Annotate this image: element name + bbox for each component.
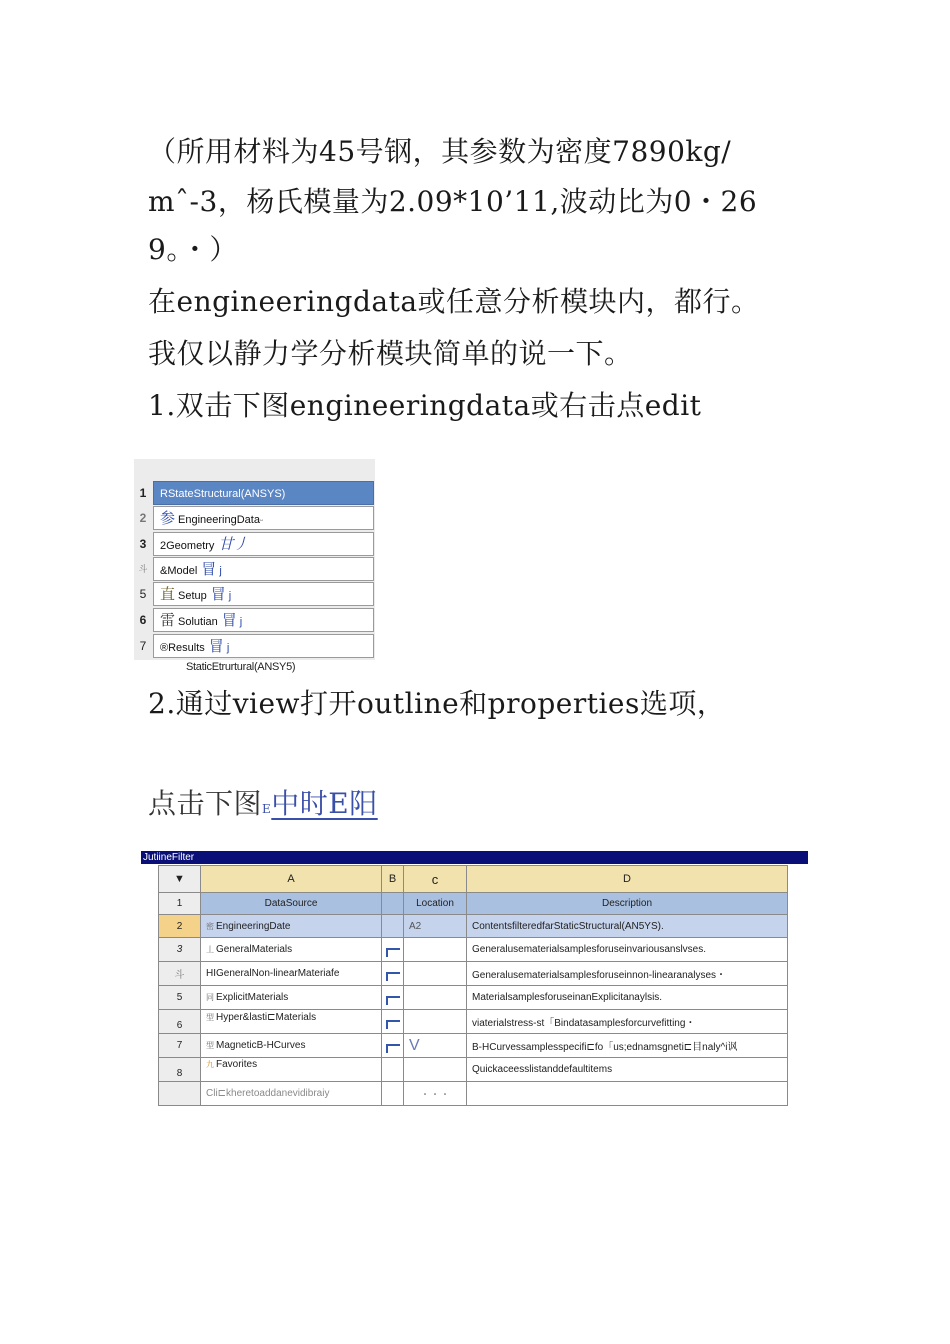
- solution-icon: 雷: [160, 612, 176, 629]
- outline-filter-titlebar: [141, 851, 808, 864]
- data-source-name: HIGeneralNon-linearMateriafe: [206, 968, 340, 979]
- description-cell: B-HCurvessamplesspecifi⊏fo「us;ednamsgneti⊏目naly^i讽: [467, 1034, 788, 1058]
- checkmark-icon: V: [409, 1036, 420, 1054]
- row-number: 5: [159, 986, 201, 1010]
- material-params-line-3: 9。・）: [148, 233, 238, 266]
- engineering-data-note: 在engineeringdata或任意分析模块内，都行。: [148, 285, 760, 318]
- schematic-row-number: 斗: [138, 564, 148, 574]
- click-instruction: 点击下图: [148, 787, 263, 820]
- checkbox-cell[interactable]: [382, 915, 404, 938]
- description-cell: MaterialsamplesforuseinanExplicitanaylsis.: [467, 986, 788, 1010]
- row-number: 6: [159, 1010, 201, 1034]
- filter-link[interactable]: 中时E阳: [271, 787, 378, 820]
- header-data-source[interactable]: DataSource: [201, 893, 382, 915]
- data-source-name: GeneralMaterials: [216, 944, 293, 955]
- table-row[interactable]: [159, 1058, 788, 1082]
- checkbox-icon[interactable]: [386, 948, 400, 957]
- row-number: 7: [159, 1034, 201, 1058]
- schematic-row-number: 6: [139, 613, 147, 627]
- step-1-text: 1.双击下图engineeringdata或右击点edit: [148, 389, 702, 422]
- schematic-title-cell[interactable]: [153, 481, 374, 505]
- location-cell: [404, 1034, 467, 1058]
- table-row[interactable]: [159, 938, 788, 962]
- header-description[interactable]: Description: [467, 893, 788, 915]
- step-2-continued: [148, 780, 808, 833]
- description-cell: Generalusematerialsamplesforuseinnon-linearanalyses・: [467, 962, 788, 986]
- static-structural-schematic: [134, 459, 375, 660]
- checkbox-icon[interactable]: [386, 972, 400, 981]
- data-source-cell[interactable]: [201, 915, 382, 938]
- checkbox-cell: [382, 1082, 404, 1106]
- results-cell[interactable]: [153, 634, 374, 658]
- setup-status-icon: 冒: [210, 586, 226, 603]
- material-params-line-2: mˆ-3，杨氏模量为2.09*10’11,波动比为0・26: [148, 185, 758, 218]
- filter-link-prefix[interactable]: E: [262, 802, 272, 816]
- row-number: 8: [159, 1058, 201, 1082]
- model-status-mark: j: [219, 565, 222, 577]
- row-number: [159, 1082, 201, 1106]
- checkbox-cell[interactable]: [382, 1034, 404, 1058]
- column-letter-d[interactable]: D: [467, 866, 788, 893]
- corner-dropdown-icon[interactable]: ▼: [159, 866, 201, 893]
- material-params-line-1: （所用材料为45号钢，其参数为密度7890kg/: [148, 135, 732, 168]
- results-label: ®Results: [160, 642, 205, 654]
- outline-filter-title: JutiineFilter: [143, 852, 195, 863]
- library-icon: 丄: [206, 945, 214, 954]
- schematic-row[interactable]: [134, 532, 375, 557]
- model-status-icon: 冒: [201, 561, 217, 578]
- schematic-row[interactable]: [134, 481, 375, 506]
- checkbox-cell[interactable]: [382, 962, 404, 986]
- engineering-data-label: EngineeringData: [178, 514, 260, 526]
- setup-cell[interactable]: [153, 582, 374, 606]
- schematic-row[interactable]: [134, 608, 375, 633]
- library-icon: 同: [206, 993, 214, 1002]
- description-cell: [467, 1082, 788, 1106]
- description-cell: Generalusematerialsamplesforuseinvariousanslvses.: [467, 938, 788, 962]
- checkbox-icon[interactable]: [386, 996, 400, 1005]
- schematic-row[interactable]: [134, 582, 375, 607]
- geometry-label: 2Geometry: [160, 540, 215, 552]
- table-row[interactable]: [159, 1010, 788, 1034]
- description-cell: ContentsfilteredfarStaticStructural(AN5YS).: [467, 915, 788, 938]
- browse-location-button[interactable]: ・・・: [404, 1082, 467, 1106]
- column-letter-row: [159, 866, 788, 893]
- data-source-name: Hyper&lasti⊏Materials: [216, 1012, 317, 1023]
- column-letter-c[interactable]: c: [404, 866, 467, 893]
- data-source-cell[interactable]: [201, 1058, 382, 1082]
- geometry-cell[interactable]: [153, 532, 374, 556]
- row-number: 1: [159, 893, 201, 915]
- schematic-row[interactable]: [134, 634, 375, 659]
- checkbox-cell[interactable]: [382, 1010, 404, 1034]
- row-number: 斗: [159, 962, 201, 986]
- results-status-icon: 冒: [208, 638, 224, 655]
- table-row[interactable]: [159, 962, 788, 986]
- header-location[interactable]: Location: [404, 893, 467, 915]
- checkbox-cell[interactable]: [382, 986, 404, 1010]
- schematic-footer-label: StaticEtrurtural(ANSY5): [186, 661, 296, 673]
- data-source-cell[interactable]: [201, 1034, 382, 1058]
- schematic-row-number: 1: [139, 486, 147, 500]
- schematic-row-number: 7: [139, 639, 147, 653]
- data-source-cell[interactable]: [201, 962, 382, 986]
- table-row[interactable]: [159, 986, 788, 1010]
- data-source-name: ExplicitMaterials: [216, 992, 289, 1003]
- setup-icon: 直: [160, 586, 176, 603]
- setup-status-mark: j: [228, 590, 232, 602]
- schematic-title: RStateStructural(ANSYS): [160, 488, 286, 500]
- checkbox-cell[interactable]: [382, 938, 404, 962]
- add-library-row[interactable]: [159, 1082, 788, 1106]
- solution-cell[interactable]: [153, 608, 374, 632]
- location-cell: [404, 938, 467, 962]
- geometry-status-icon: 甘丿: [218, 536, 249, 553]
- status-icon: ᵕ: [259, 516, 263, 525]
- schematic-row-number: 5: [139, 587, 147, 601]
- library-icon: 型: [206, 1041, 214, 1050]
- table-row[interactable]: [159, 915, 788, 938]
- model-label: &Model: [160, 565, 198, 577]
- checkbox-icon[interactable]: [386, 1044, 400, 1053]
- engineering-data-cell[interactable]: [153, 506, 374, 530]
- library-icon: 型: [206, 1013, 214, 1022]
- engineering-data-icon: 参: [160, 510, 176, 527]
- results-status-mark: j: [226, 642, 230, 654]
- solution-label: Solutian: [178, 616, 218, 628]
- checkbox-icon[interactable]: [386, 1020, 400, 1029]
- library-icon: 密: [206, 921, 214, 931]
- static-analysis-intro: 我仅以静力学分析模块简单的说一下。: [148, 337, 633, 370]
- column-header-row: [159, 893, 788, 915]
- model-cell[interactable]: [153, 557, 374, 581]
- schematic-row[interactable]: [134, 506, 375, 531]
- schematic-row[interactable]: [134, 557, 375, 582]
- schematic-row-number: 2: [139, 511, 147, 525]
- data-source-name: Favorites: [216, 1059, 258, 1070]
- setup-label: Setup: [178, 590, 207, 602]
- solution-status-icon: 冒: [221, 612, 237, 629]
- data-source-cell[interactable]: [201, 1010, 382, 1034]
- step-2-text: 2.通过view打开outline和properties选项，: [148, 687, 726, 720]
- checkbox-cell[interactable]: [382, 1058, 404, 1082]
- location-cell: A2: [404, 915, 467, 938]
- row-number: 3: [159, 938, 201, 962]
- favorites-icon: 九: [206, 1060, 214, 1069]
- data-source-name: EngineeringDate: [216, 920, 291, 932]
- location-cell: [404, 986, 467, 1010]
- location-cell: [404, 1058, 467, 1082]
- column-letter-b[interactable]: B: [382, 866, 404, 893]
- data-source-cell[interactable]: [201, 938, 382, 962]
- location-cell: [404, 1010, 467, 1034]
- solution-status-mark: j: [239, 616, 243, 628]
- location-cell: [404, 962, 467, 986]
- data-source-name: MagneticB-HCurves: [216, 1040, 306, 1051]
- row-number: 2: [159, 915, 201, 938]
- data-source-cell[interactable]: [201, 986, 382, 1010]
- description-cell: Quickaceesslistanddefaultitems: [467, 1058, 788, 1082]
- table-row[interactable]: [159, 1034, 788, 1058]
- outline-filter-table: [158, 865, 788, 1106]
- header-checkbox[interactable]: [382, 893, 404, 915]
- schematic-row-number: 3: [139, 537, 147, 551]
- add-library-hint[interactable]: Cli⊏kheretoaddanevidibraiy: [201, 1082, 382, 1106]
- description-cell: viaterialstress-st「Bindatasamplesforcurvefitting・: [467, 1010, 788, 1034]
- column-letter-a[interactable]: A: [201, 866, 382, 893]
